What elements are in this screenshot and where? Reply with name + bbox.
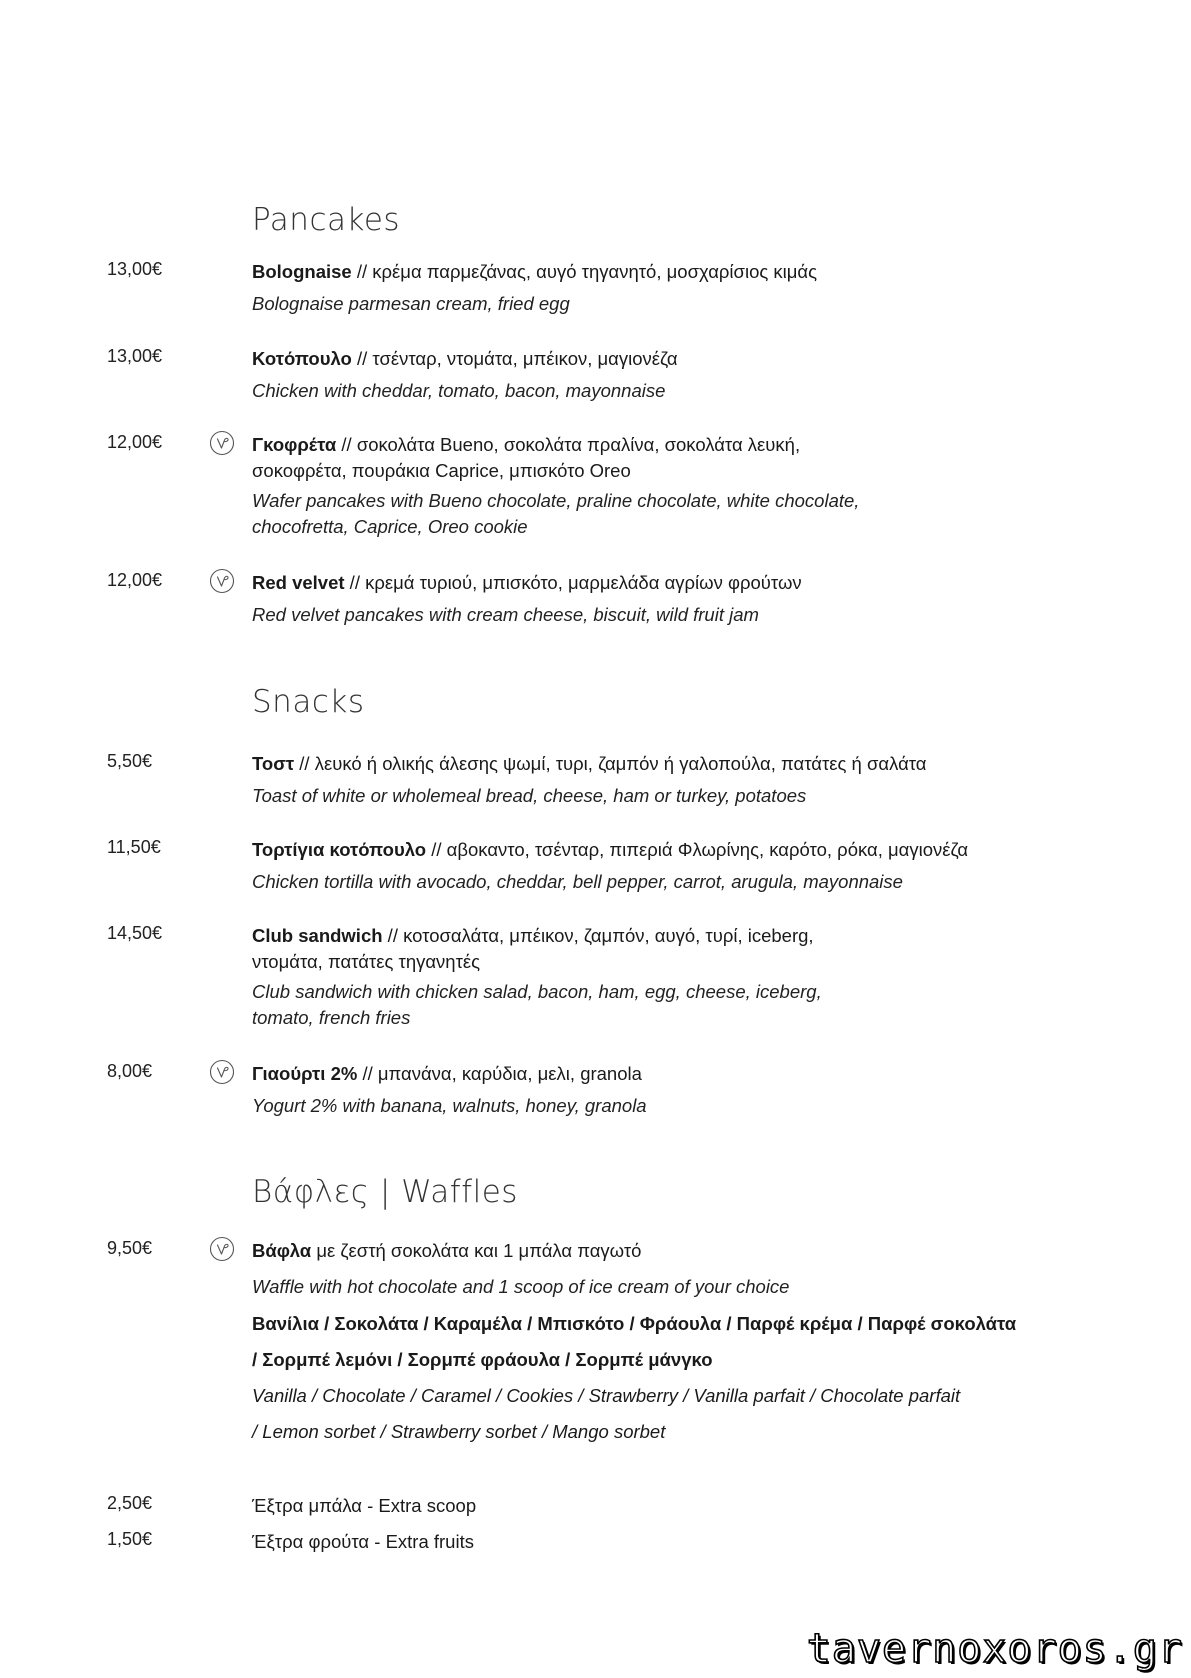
item-desc-greek-line2: σοκοφρέτα, πουράκια Caprice, μπισκότο Oreo — [252, 460, 631, 481]
extra-label: Έξτρα μπάλα - Extra scoop — [252, 1495, 477, 1516]
vegetarian-icon — [209, 430, 235, 456]
item-price: 12,00€ — [107, 432, 163, 452]
item-name: Red velvet — [252, 572, 345, 593]
section-title-pancakes: Pancakes — [252, 202, 401, 238]
item-desc-english-line2: chocofretta, Caprice, Oreo cookie — [252, 516, 528, 537]
item-desc-greek: λευκό ή ολικής άλεσης ψωμί, τυρι, ζαμπόν ή γαλοπούλα, πατάτες ή σαλάτα — [314, 753, 927, 774]
item-desc-english: Chicken tortilla with avocado, cheddar, bell pepper, carrot, arugula, mayonnaise — [252, 871, 903, 892]
item-desc-greek: κρεμά τυριού, μπισκότο, μαρμελάδα αγρίων φρούτων — [365, 572, 802, 593]
section-title-waffles: Βάφλες | Waffles — [252, 1174, 518, 1210]
item-name: Κοτόπουλο — [252, 348, 352, 369]
item-price: 8,00€ — [107, 1061, 153, 1081]
item-desc-english: Wafer pancakes with Bueno chocolate, praline chocolate, white chocolate, — [252, 490, 860, 511]
item-desc-greek: τσένταρ, ντομάτα, μπέικον, μαγιονέζα — [372, 348, 678, 369]
item-name: Bolognaise — [252, 261, 352, 282]
item-name: Τορτίγια κοτόπουλο — [252, 839, 427, 860]
separator: // — [351, 348, 373, 369]
item-desc-greek-line2: ντομάτα, πατάτες τηγανητές — [252, 951, 481, 972]
item-name: Τοστ — [252, 753, 295, 774]
item-price: 1,50€ — [107, 1529, 153, 1549]
flavors-english: Vanilla / Chocolate / Caramel / Cookies / Strawberry / Vanilla parfait / Chocolate parfait — [252, 1385, 961, 1406]
separator: // — [336, 434, 357, 455]
item-desc-english: Club sandwich with chicken salad, bacon, ham, egg, cheese, iceberg, — [252, 981, 822, 1002]
item-price: 12,00€ — [107, 570, 163, 590]
extra-label: Έξτρα φρούτα - Extra fruits — [252, 1531, 474, 1552]
vegetarian-icon — [209, 1236, 235, 1262]
item-desc-english: Chicken with cheddar, tomato, bacon, mayonnaise — [252, 380, 666, 401]
separator: // — [426, 839, 447, 860]
item-desc-greek: με ζεστή σοκολάτα και 1 μπάλα παγωτό — [311, 1240, 642, 1261]
separator: // — [294, 753, 315, 774]
vegetarian-icon — [209, 568, 235, 594]
item-desc-english: Yogurt 2% with banana, walnuts, honey, granola — [252, 1095, 647, 1116]
item-price: 2,50€ — [107, 1493, 153, 1513]
item-name: Βάφλα — [252, 1240, 312, 1261]
item-desc-greek: κρέμα παρμεζάνας, αυγό τηγανητό, μοσχαρίσιος κιμάς — [372, 261, 818, 282]
watermark: tavernoxoros.gr — [806, 1626, 1183, 1672]
separator: // — [344, 572, 366, 593]
separator: // — [382, 925, 404, 946]
item-desc-greek: σοκολάτα Bueno, σοκολάτα πραλίνα, σοκολάτα λευκή, — [356, 434, 801, 455]
item-price: 9,50€ — [107, 1238, 153, 1258]
vegetarian-icon — [209, 1059, 235, 1085]
flavors-english-line2: / Lemon sorbet / Strawberry sorbet / Mango sorbet — [252, 1421, 666, 1442]
section-title-snacks: Snacks — [252, 684, 365, 720]
item-desc-english: Bolognaise parmesan cream, fried egg — [252, 293, 570, 314]
item-desc-greek: μπανάνα, καρύδια, μελι, granola — [377, 1063, 642, 1084]
flavors-greek: Βανίλια / Σοκολάτα / Καραμέλα / Μπισκότο / Φράουλα / Παρφέ κρέμα / Παρφέ σοκολάτα — [252, 1313, 1017, 1334]
item-price: 13,00€ — [107, 346, 163, 366]
item-price: 5,50€ — [107, 751, 153, 771]
item-desc-english-line2: tomato, french fries — [252, 1007, 411, 1028]
item-desc-greek: αβοκαντο, τσένταρ, πιπεριά Φλωρίνης, καρότο, ρόκα, μαγιονέζα — [446, 839, 969, 860]
item-price: 11,50€ — [107, 837, 161, 857]
item-name: Γιαούρτι 2% — [252, 1063, 358, 1084]
separator: // — [357, 1063, 378, 1084]
item-desc-english: Red velvet pancakes with cream cheese, biscuit, wild fruit jam — [252, 604, 759, 625]
item-price: 14,50€ — [107, 923, 163, 943]
separator: // — [351, 261, 373, 282]
flavors-greek-line2: / Σορμπέ λεμόνι / Σορμπέ φράουλα / Σορμπέ μάνγκο — [252, 1349, 713, 1370]
item-desc-english: Waffle with hot chocolate and 1 scoop of ice cream of your choice — [252, 1276, 790, 1297]
item-desc-greek: κοτοσαλάτα, μπέικον, ζαμπόν, αυγό, τυρί, iceberg, — [403, 925, 814, 946]
item-price: 13,00€ — [107, 259, 163, 279]
item-desc-english: Toast of white or wholemeal bread, cheese, ham or turkey, potatoes — [252, 785, 807, 806]
item-name: Γκοφρέτα — [252, 434, 337, 455]
item-name: Club sandwich — [252, 925, 383, 946]
